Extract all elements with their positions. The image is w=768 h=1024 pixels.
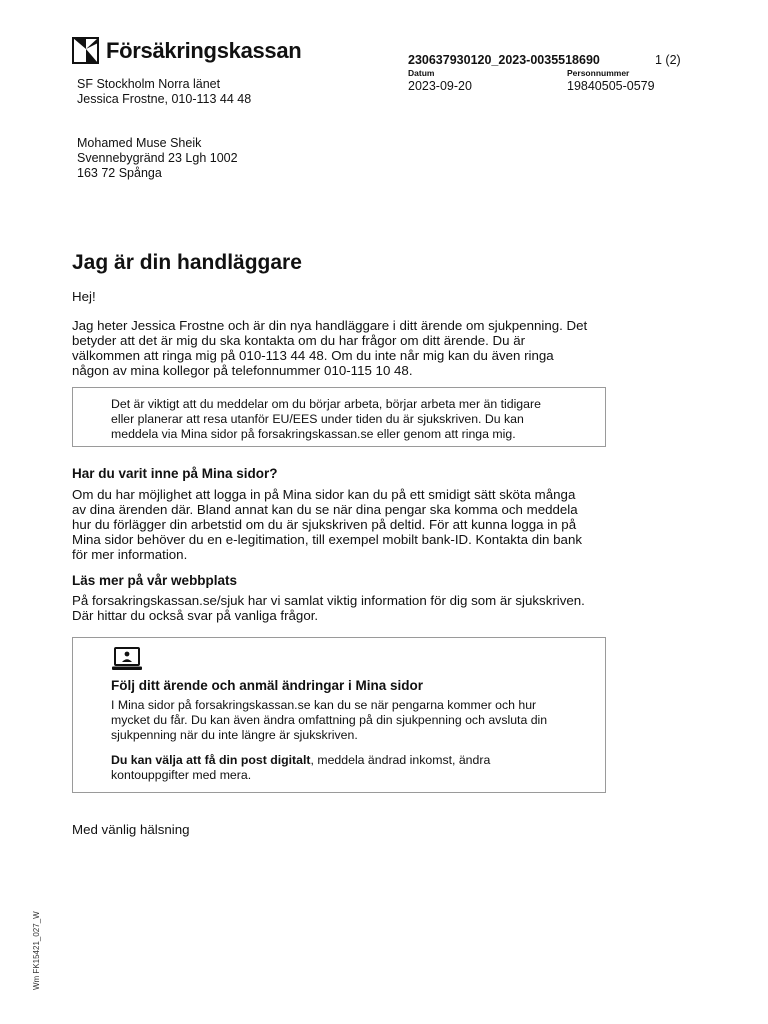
recipient-address: [77, 136, 238, 181]
section-line: Där hittar du också svar på vanliga frågor.: [72, 608, 319, 623]
section-line: Mina sidor behöver du en e-legitimation, till exempel mobilt bank-ID. Kontakta din bank: [72, 532, 582, 547]
personnummer-label: Personnummer: [567, 68, 630, 78]
date-value: 2023-09-20: [408, 79, 472, 93]
case-reference: 230637930120_2023-0035518690: [408, 53, 600, 67]
digital-post-rest-2: kontouppgifter med mera.: [111, 768, 252, 782]
notice-line: Det är viktigt att du meddelar om du börjar arbeta, börjar arbeta mer än tidigare: [111, 397, 541, 411]
intro-line: Jag heter Jessica Frostne och är din nya handläggare i ditt ärende om sjukpenning. Det: [72, 318, 588, 333]
intro-line: betyder att det är mig du ska kontakta om du har frågor om ditt ärende. Du är: [72, 333, 526, 348]
section-line: Om du har möjlighet att logga in på Mina sidor kan du på ett smidigt sätt sköta många: [72, 487, 576, 502]
date-label: Datum: [408, 68, 435, 78]
section-text-mina-sidor: [72, 487, 582, 562]
section-heading-webbplats: Läs mer på vår webbplats: [72, 573, 238, 588]
notice-line: eller planerar att resa utanför EU/EES under tiden du är sjukskriven. Du kan: [111, 412, 524, 426]
greeting: Hej!: [72, 289, 96, 304]
mina-sidor-info-box: [72, 637, 606, 793]
section-line: av dina ärenden där. Bland annat kan du se när dina pengar ska komma och meddela: [72, 502, 578, 517]
intro-paragraph: [72, 318, 587, 378]
brand-name: Försäkringskassan: [106, 38, 302, 63]
info-line: I Mina sidor på forsakringskassan.se kan du se när pengarna kommer och hur: [111, 698, 537, 712]
section-heading-mina-sidor: Har du varit inne på Mina sidor?: [72, 466, 278, 481]
info-box-text: [111, 698, 547, 743]
section-line: hur du förlägger din arbetstid om du är sjukskriven på deltid. För att kunna logga in på: [72, 517, 577, 532]
section-line: för mer information.: [72, 547, 188, 562]
recipient-name: Mohamed Muse Sheik: [77, 136, 202, 150]
info-box-heading: Följ ditt ärende och anmäl ändringar i Mina sidor: [111, 678, 424, 693]
sender-block: [77, 77, 251, 107]
intro-line: någon av mina kollegor på telefonnummer 010-115 10 48.: [72, 363, 413, 378]
notice-line: meddela via Mina sidor på forsakringskassan.se eller genom att ringa mig.: [111, 427, 516, 441]
sender-office: SF Stockholm Norra länet: [77, 77, 221, 91]
page-number: 1 (2): [655, 53, 681, 67]
forsakringskassan-logo-icon: [72, 37, 99, 64]
info-box-digital: [111, 753, 490, 783]
section-line: På forsakringskassan.se/sjuk har vi samlat viktig information för dig som är sjukskriven.: [72, 593, 585, 608]
laptop-icon: [111, 647, 143, 672]
intro-line: välkommen att ringa mig på 010-113 44 48. Om du inte når mig kan du även ringa: [72, 348, 554, 363]
info-line: sjukpenning när du inte längre är sjukskriven.: [111, 728, 358, 742]
info-line: mycket du får. Du kan även ändra omfattning på din sjukpenning och avsluta din: [111, 713, 548, 727]
notice-box: [72, 387, 606, 447]
letter-title: Jag är din handläggare: [72, 251, 302, 274]
notice-text: [111, 397, 541, 442]
recipient-street: Svennebygränd 23 Lgh 1002: [77, 151, 238, 165]
form-code: Wm FK15421_027_W: [32, 911, 41, 990]
digital-post-rest: , meddela ändrad inkomst, ändra: [310, 753, 491, 767]
closing: Med vänlig hälsning: [72, 822, 190, 837]
sender-contact: Jessica Frostne, 010-113 44 48: [77, 92, 252, 106]
digital-post-lead: Du kan välja att få din post digitalt: [111, 753, 311, 767]
personnummer-value: 19840505-0579: [567, 79, 655, 93]
section-text-webbplats: [72, 593, 585, 623]
recipient-postal: 163 72 Spånga: [77, 166, 162, 180]
